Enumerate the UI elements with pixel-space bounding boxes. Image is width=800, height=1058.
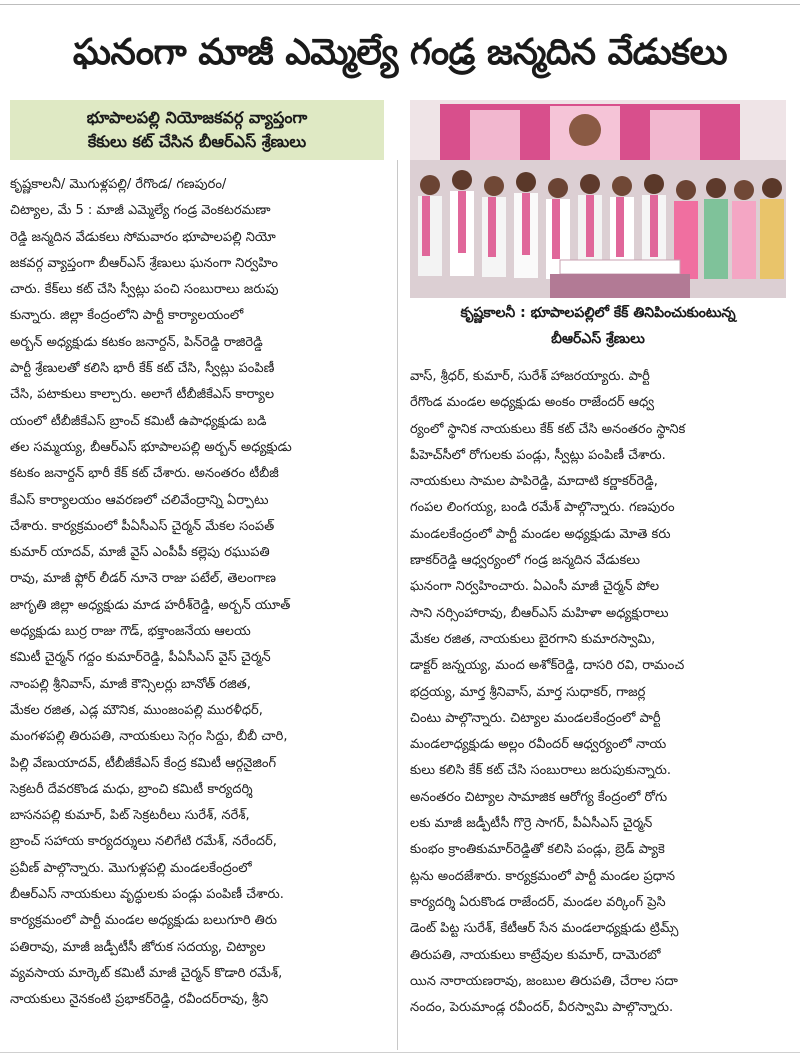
article-left-column: [10, 172, 386, 1014]
article-text-line: గంపల లింగయ్య, బండి రమేశ్ పాల్గొన్నారు. గణపురం: [410, 500, 675, 516]
article-text-line: కున్నారు. జిల్లా కేంద్రంలోని పార్టీ కార్యాలయంలో: [10, 308, 244, 324]
article-text-line: ప్రవీణ్ పాల్గొన్నారు. మొగుళ్లపల్లి మండలకేంద్రంలో: [10, 860, 252, 876]
article-text-line: సాని నర్సింహారావు, బీఆర్ఎస్ మహిళా అధ్యక్షురాలు: [410, 605, 669, 621]
headline: ఘనంగా మాజీ ఎమ్మెల్యే గండ్ర జన్మదిన వేడుకలు: [72, 32, 728, 73]
article-text-line: కేఎస్ కార్యాలయం ఆవరణలో చలివేంద్రాన్ని ఏర్పాటు: [10, 492, 269, 508]
article-text-line: నందం, పెరుమాండ్ల రవీందర్, వీరస్వామి పాల్గొన్నారు.: [410, 1000, 674, 1016]
article-text-line: కుంభం క్రాంతికుమార్‌రెడ్డితో కలిసి పండ్లు, బ్రెడ్ ప్యాకె: [410, 842, 665, 858]
article-text-line: తల సమ్మయ్య, బీఆర్ఎస్ భూపాలపల్లి అర్బన్ అధ్యక్షుడు: [10, 439, 292, 455]
article-text-line: పీహెచ్‌సీలో రోగులకు పండ్లు, స్వీట్లు పంపిణీ చేశారు.: [410, 447, 666, 463]
article-text-line: నాయకులు నైనకంటి ప్రభాకర్‌రెడ్డి, రవీందర్‌రావు, శ్రీని: [10, 992, 269, 1008]
article-text-line: బీఆర్ఎస్ నాయకులు వృద్ధులకు పండ్లు పంపిణీ చేశారు.: [10, 887, 284, 903]
article-text-line: వ్యవసాయ మార్కెట్ కమిటీ మాజీ చైర్మన్ కొడారి రమేశ్,: [10, 965, 283, 981]
article-text-line: పతిరావు, మాజీ జడ్పీటీసీ జోరుక సదయ్య, చిట్యాల: [10, 939, 266, 955]
article-text-line: చారు. కేక్‌లు కట్ చేసి స్వీట్లు పంచి సంబురాలు జరుపు: [10, 282, 279, 298]
article-text-line: భద్రయ్య, మార్త శ్రీనివాస్, మార్త సుధాకర్, గాజర్ల: [410, 684, 646, 700]
article-text-line: యిన నారాయణరావు, జంబుల తిరుపతి, చేరాల సదా: [410, 973, 678, 989]
article-text-line: మంగళపల్లి తిరుపతి, నాయకులు సెగ్గం సిద్దు, బీబీ చారి,: [10, 729, 288, 745]
photo-caption: [410, 300, 786, 358]
article-text-line: రేగొండ మండల అధ్యక్షుడు అంకం రాజేందర్ ఆధ్వ: [410, 395, 655, 411]
column-separator: [397, 160, 398, 1050]
top-rule: [0, 4, 800, 5]
article-text-line: చేసి, పటాకులు కాల్చారు. అలాగే టీబీజీకేఎస్ కార్యాల: [10, 387, 275, 403]
article-text-line: ర్యంలో స్థానిక నాయకులు కేక్ కట్ చేసి అనంతరం స్థానిక: [410, 421, 686, 437]
article-text-line: చిట్యాల, మే 5 : మాజీ ఎమ్మెల్యే గండ్ర వెంకటరమణా: [10, 203, 271, 219]
article-text-line: అర్బన్ అధ్యక్షుడు కటకం జనార్దన్, పిన్‌రెడ్డి రాజిరెడ్డి: [10, 334, 263, 350]
article-text-line: మేకల రజిత, నాయకులు బైరగాని కుమారస్వామి,: [410, 631, 656, 647]
article-text-line: వాస్, శ్రీధర్, కుమార్, సురేశ్ హాజరయ్యారు. పార్టీ: [410, 369, 650, 384]
bottom-rule: [0, 1052, 800, 1053]
article-text-line: జకవర్గ వ్యాప్తంగా బీఆర్ఎస్ శ్రేణులు ఘనంగా నిర్వహిం: [10, 255, 278, 271]
article-text-line: జాగృతి జిల్లా అధ్యక్షుడు మాడ హరీశ్‌రెడ్డి, అర్బన్ యూత్: [10, 597, 291, 613]
article-text-line: ఘనంగా నిర్వహించారు. ఏఎంసీ మాజీ చైర్మన్ పోల: [410, 579, 660, 595]
article-text-line: యంలో టీబీజీకేఎస్ బ్రాంచ్ కమిటీ ఉపాధ్యక్షుడు బడి: [10, 413, 267, 429]
article-text-line: కార్యక్రమంలో పార్టీ మండల అధ్యక్షుడు బలుగూరి తిరు: [10, 913, 278, 929]
event-photo: [410, 100, 786, 298]
article-text-line: ణాకర్‌రెడ్డి ఆధ్వర్యంలో గండ్ర జన్మదిన వేడుకలు: [410, 553, 640, 569]
article-text-line: అనంతరం చిట్యాల సామాజిక ఆరోగ్య కేంద్రంలో రోగు: [410, 789, 668, 805]
subheading-line: భూపాలపల్లి నియోజకవర్గ వ్యాప్తంగా: [86, 108, 308, 127]
article-text-line: కుమార్ యాదవ్, మాజీ వైస్ ఎంపీపీ కల్లెపు రఘుపతి: [10, 545, 270, 561]
article-text-line: డెంట్ పిట్ట సురేశ్, కేటీఆర్ సేన మండలాధ్యక్షుడు ట్రిమ్స్: [410, 921, 679, 937]
article-text-line: సెక్రటరీ దేవరకొండ మధు, బ్రాంచి కమిటీ కార్యదర్శి: [10, 781, 253, 797]
article-text-line: పిల్లి వేణుయాదవ్, టీబీజీకేఎస్ కేంద్ర కమిటీ ఆర్గనైజింగ్: [10, 755, 277, 771]
article-text-line: మండలకేంద్రంలో పార్టీ మండల అధ్యక్షుడు మోతె కరు: [410, 526, 671, 542]
article-text-line: మేకల రజిత, ఎడ్ల మౌనిక, ముంజంపల్లి మురళీధర్,: [10, 702, 263, 718]
article-text-line: కటకం జనార్దన్ భారీ కేక్ కట్ చేశారు. అనంతరం టీబీజీ: [10, 466, 279, 482]
article-text-line: కృష్ణకాలనీ/ మొగుళ్లపల్లి/ రేగొండ/ గణపురం/: [10, 177, 227, 192]
article-text-line: డాక్టర్ జన్నయ్య, మంద అశోక్‌రెడ్డి, దాసరి రవి, రామంచ: [410, 658, 685, 674]
article-text-line: బాసనపల్లి కుమార్, పిట్ సెక్రటరీలు సురేశ్, నరేశ్,: [10, 808, 250, 824]
article-text-line: ట్లను అందజేశారు. కార్యక్రమంలో పార్టీ మండల ప్రధాన: [410, 868, 676, 884]
article-text-line: కార్యదర్శి ఏరుకొండ రాజేందర్, మండల వర్కింగ్ ప్రెసి: [410, 894, 666, 910]
article-text-line: లకు మాజీ జడ్పీటీసీ గొర్రె సాగర్, పీఏసీఎస్ చైర్మన్: [410, 816, 653, 832]
article-right-column: [410, 364, 786, 1021]
article-text-line: కులు కలిసి కేక్ కట్ చేసి సంబురాలు జరుపుకున్నారు.: [410, 763, 672, 779]
article-text-line: పార్టీ శ్రేణులతో కలిసి భారీ కేక్ కట్ చేసి, స్వీట్లు పంపిణీ: [10, 361, 275, 377]
article-text-line: కమిటీ చైర్మన్ గద్దం కుమార్‌రెడ్డి, పీఏసీఎస్ వైస్ చైర్మన్: [10, 650, 271, 666]
event-photo-illustration: [410, 100, 786, 298]
article-text-line: చేశారు. కార్యక్రమంలో పీఏసీఎస్ చైర్మన్ మేకల సంపత్: [10, 518, 275, 534]
article-text-line: రావు, మాజీ ఫ్లోర్ లీడర్ నూనె రాజు పటేల్, తెలంగాణ: [10, 571, 277, 587]
article-text-line: బ్రాంచ్ సహాయ కార్యదర్శులు నలిగేటి రమేశ్, నరేందర్,: [10, 834, 277, 850]
subheading-box: [10, 100, 384, 160]
article-text-line: నాంపల్లి శ్రీనివాస్, మాజీ కౌన్సిలర్లు బానోత్ రజిత,: [10, 676, 251, 692]
article-text-line: రెడ్డి జన్మదిన వేడుకలు సోమవారం భూపాలపల్లి నియో: [10, 229, 276, 245]
photo-caption-line: కృష్ణకాలనీ : భూపాలపల్లిలో కేక్ తినిపించుకుంటున్న: [460, 305, 736, 321]
photo-caption-line: బీఆర్ఎస్ శ్రేణులు: [551, 331, 645, 347]
article-text-line: నాయకులు సామల పాపిరెడ్డి, మాదాటి కర్ణాకర్‌రెడ్డి,: [410, 474, 658, 490]
article-text-line: అధ్యక్షుడు బుర్ర రాజు గౌడ్, భక్తాంజనేయ ఆలయ: [10, 624, 251, 640]
subheading-line: కేకులు కట్ చేసిన బీఆర్ఎస్ శ్రేణులు: [87, 132, 307, 151]
article-text-line: మండలాధ్యక్షుడు అల్లం రవీందర్ ఆధ్వర్యంలో నాయ: [410, 737, 667, 753]
article-text-line: చింటు పాల్గొన్నారు. చిట్యాల మండలకేంద్రంలో పార్టీ: [410, 710, 661, 726]
article-text-line: తిరుపతి, నాయకులు కాట్రేవుల కుమార్, దామెరబో: [410, 947, 661, 963]
